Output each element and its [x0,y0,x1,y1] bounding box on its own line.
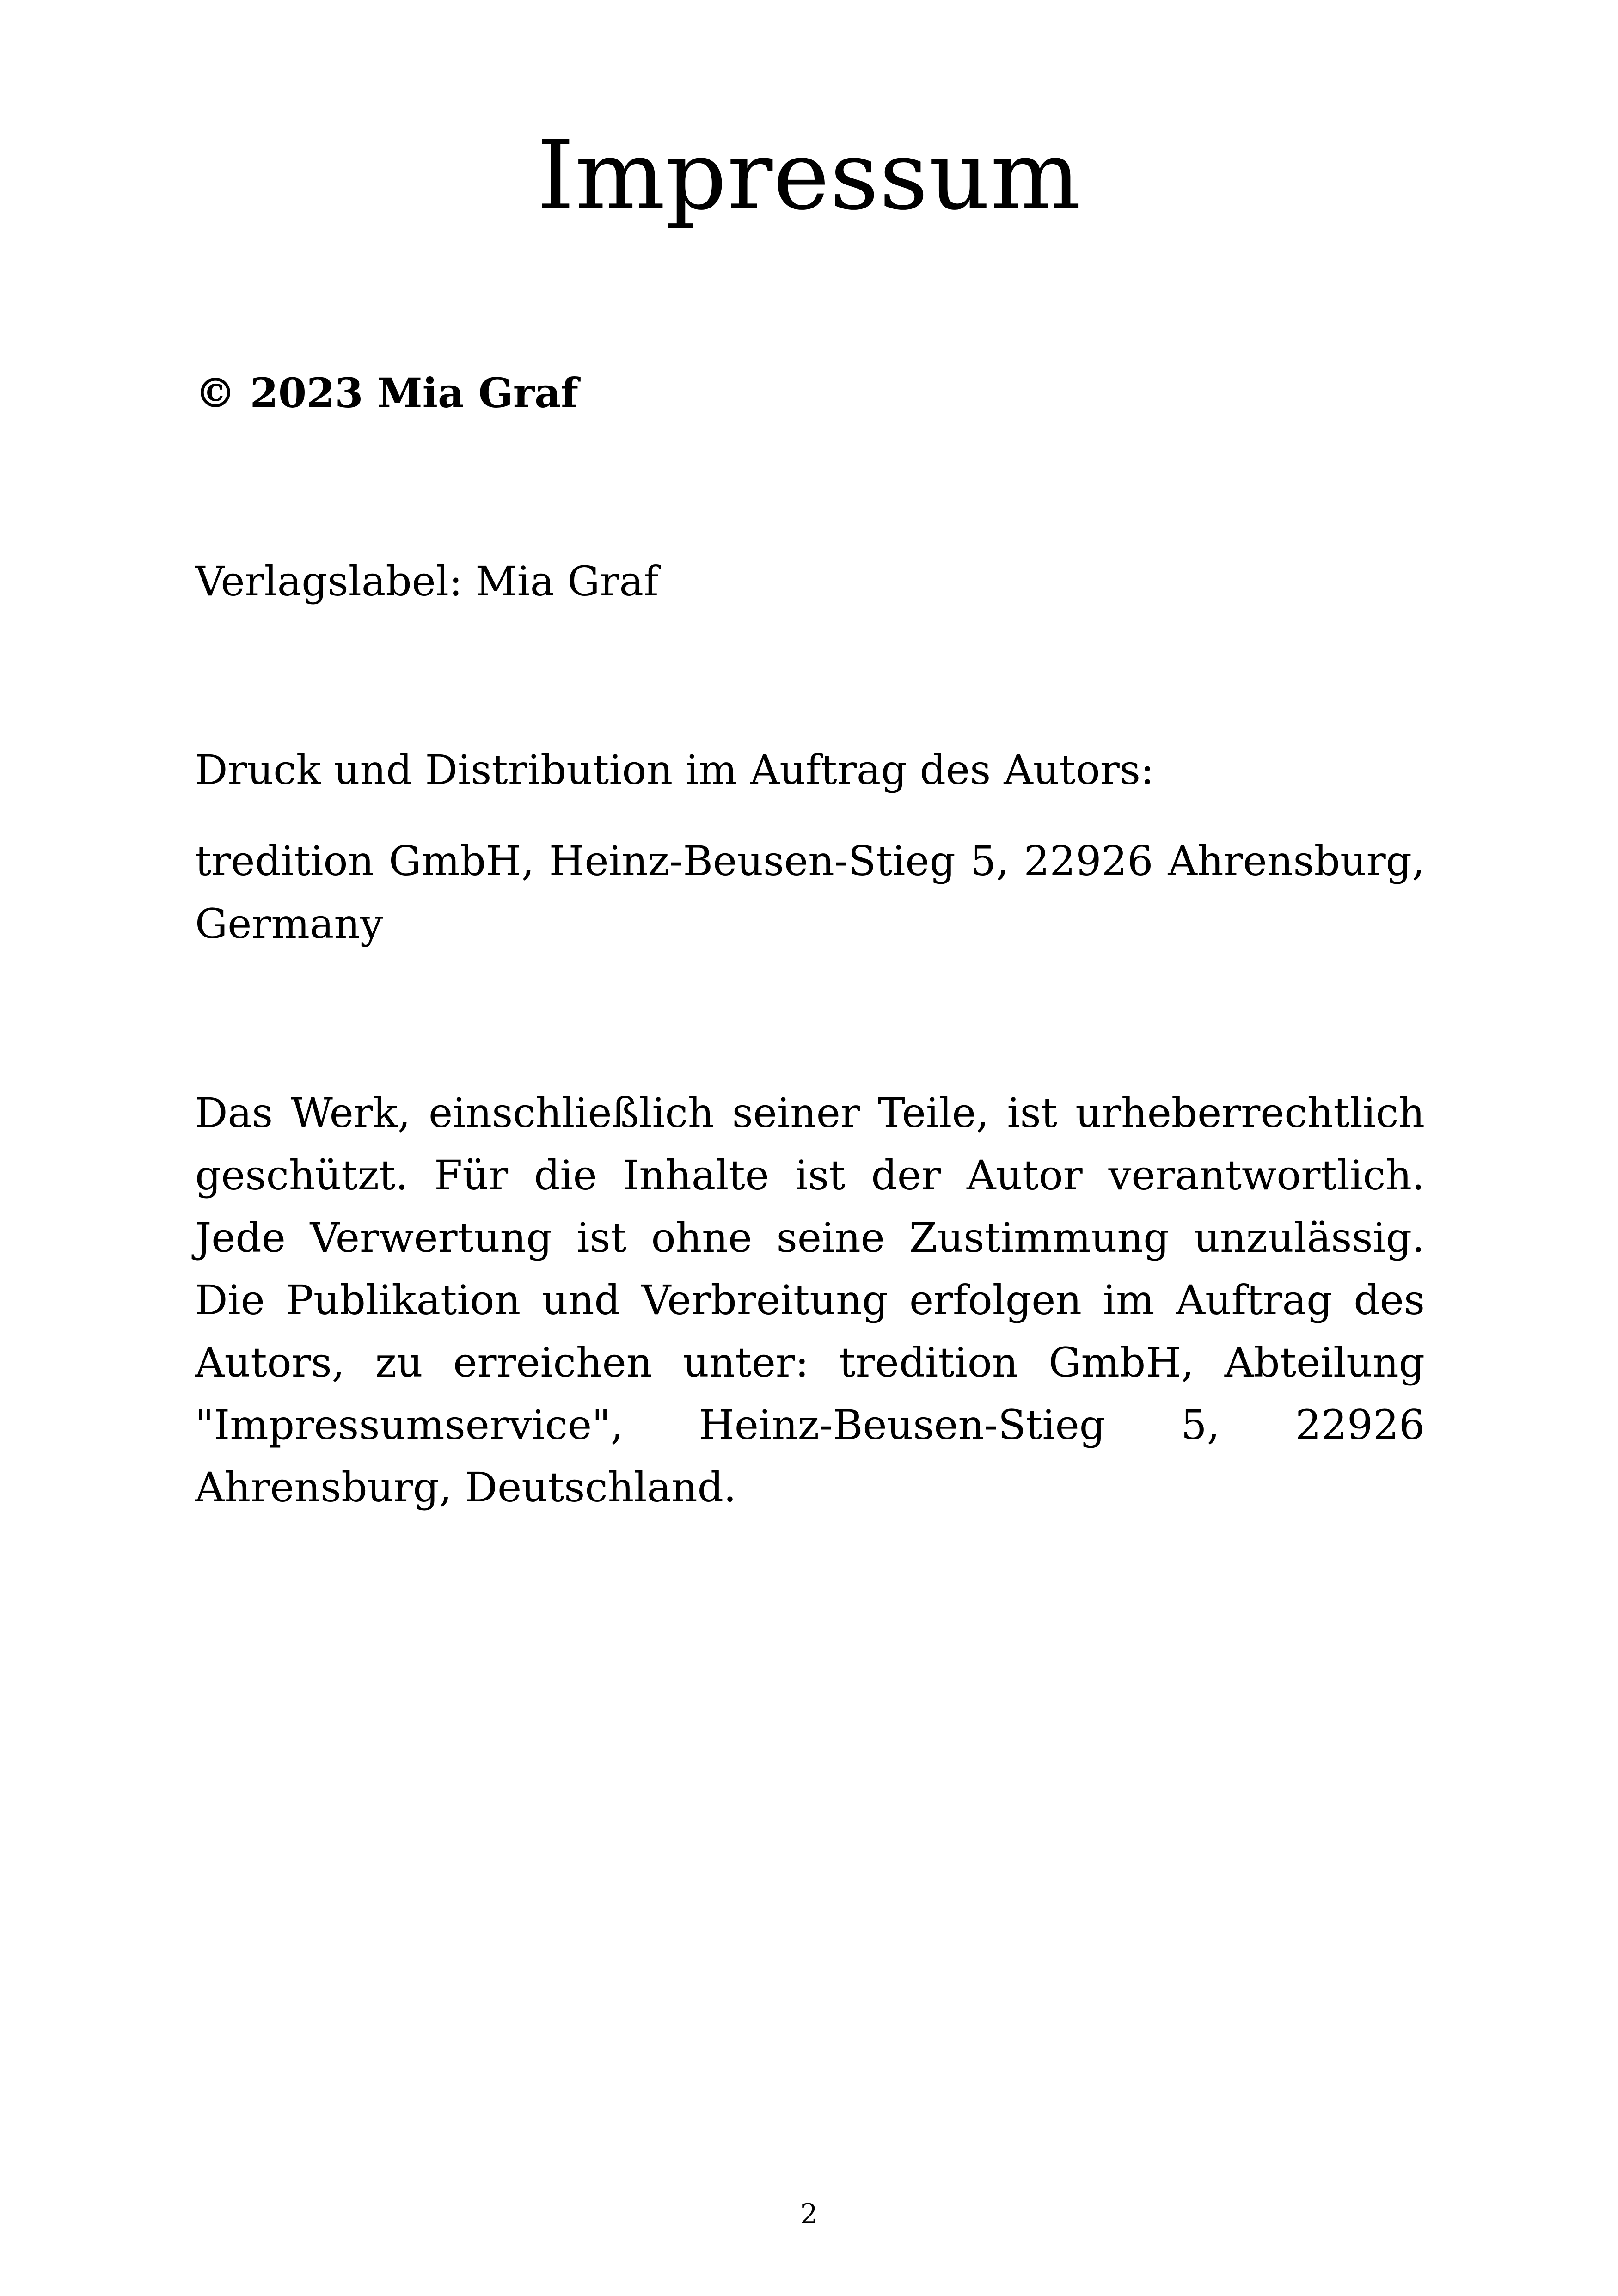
print-distribution-address: tredition GmbH, Heinz-Beusen-Stieg 5, 22926 Ahrensburg, Germany [195,837,1425,948]
legal-notice-paragraph: Das Werk, einschließlich seiner Teile, ist urheberrechtlich geschützt. Für die Inhalte ist der Autor verantwortlich. Jede Verwertung ist ohne seine Zustimmung unzulässig. Die Publikation und Verbreitung erfolgen im Auftrag des Autors, zu erreichen unter: tredition GmbH, Abteilung "Impressumservice", Heinz-Beusen-Stieg 5, 22926 Ahrensburg, Deutschland. [195,1089,1425,1511]
publisher-label: Verlagslabel: Mia Graf [195,557,659,605]
page-number: 2 [800,2198,818,2230]
print-distribution-heading: Druck und Distribution im Auftrag des Autors: [195,746,1154,794]
copyright-notice: © 2023 Mia Graf [195,369,579,417]
page-title: Impressum [537,120,1081,231]
